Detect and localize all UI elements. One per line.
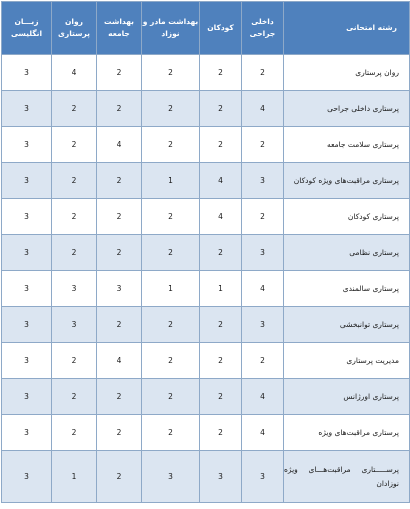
header-maternal: بهداشت مادر و نوزاد — [142, 2, 200, 55]
cell-english: 3 — [2, 235, 52, 271]
cell-psychiatric: 2 — [52, 163, 97, 199]
cell-english: 3 — [2, 307, 52, 343]
table-row — [2, 127, 410, 163]
header-subject: رشته امتحانی — [284, 2, 410, 55]
cell-psychiatric: 2 — [52, 379, 97, 415]
header-surgical: داخلی جراحی — [242, 2, 284, 55]
cell-surgical: 3 — [242, 451, 284, 503]
cell-maternal: 2 — [142, 379, 200, 415]
header-row — [2, 2, 410, 55]
cell-maternal: 1 — [142, 163, 200, 199]
cell-maternal: 2 — [142, 307, 200, 343]
cell-pediatric: 2 — [200, 379, 242, 415]
table-row — [2, 235, 410, 271]
cell-english: 3 — [2, 271, 52, 307]
cell-english: 3 — [2, 379, 52, 415]
cell-pediatric: 2 — [200, 343, 242, 379]
cell-community: 2 — [97, 307, 142, 343]
cell-pediatric: 2 — [200, 307, 242, 343]
cell-maternal: 2 — [142, 127, 200, 163]
cell-english: 3 — [2, 343, 52, 379]
cell-surgical: 4 — [242, 415, 284, 451]
exam-weights-table-container — [1, 1, 410, 503]
cell-surgical: 4 — [242, 379, 284, 415]
cell-subject: پرستاری سالمندی — [284, 271, 410, 307]
cell-subject: پرستاری مراقبت‌های ویژه — [284, 415, 410, 451]
cell-surgical: 3 — [242, 307, 284, 343]
cell-subject: پرستاری کودکان — [284, 199, 410, 235]
cell-psychiatric: 2 — [52, 199, 97, 235]
header-psychiatric: روان پرستاری — [52, 2, 97, 55]
cell-pediatric: 2 — [200, 415, 242, 451]
cell-psychiatric: 2 — [52, 235, 97, 271]
header-pediatric: کودکان — [200, 2, 242, 55]
cell-psychiatric: 2 — [52, 91, 97, 127]
cell-english: 3 — [2, 163, 52, 199]
cell-pediatric: 2 — [200, 91, 242, 127]
cell-surgical: 3 — [242, 235, 284, 271]
cell-maternal: 2 — [142, 343, 200, 379]
cell-subject: پرستاری داخلی جراحی — [284, 91, 410, 127]
cell-surgical: 2 — [242, 127, 284, 163]
cell-subject: مدیریت پرستاری — [284, 343, 410, 379]
cell-maternal: 2 — [142, 55, 200, 91]
cell-community: 4 — [97, 127, 142, 163]
cell-surgical: 4 — [242, 271, 284, 307]
table-row — [2, 451, 410, 503]
cell-community: 2 — [97, 235, 142, 271]
cell-maternal: 2 — [142, 235, 200, 271]
cell-maternal: 2 — [142, 91, 200, 127]
table-row — [2, 379, 410, 415]
cell-psychiatric: 3 — [52, 307, 97, 343]
cell-maternal: 2 — [142, 415, 200, 451]
table-row — [2, 55, 410, 91]
table-row — [2, 415, 410, 451]
cell-pediatric: 4 — [200, 199, 242, 235]
cell-surgical: 2 — [242, 199, 284, 235]
cell-community: 4 — [97, 343, 142, 379]
cell-english: 3 — [2, 55, 52, 91]
header-english: زبـــان انگلیسی — [2, 2, 52, 55]
table-row — [2, 307, 410, 343]
cell-pediatric: 3 — [200, 451, 242, 503]
cell-surgical: 2 — [242, 343, 284, 379]
cell-english: 3 — [2, 415, 52, 451]
cell-subject: پرستاری اورژانس — [284, 379, 410, 415]
cell-english: 3 — [2, 127, 52, 163]
cell-psychiatric: 2 — [52, 127, 97, 163]
table-row — [2, 91, 410, 127]
cell-subject: پرستاری سلامت جامعه — [284, 127, 410, 163]
cell-english: 3 — [2, 91, 52, 127]
cell-surgical: 3 — [242, 163, 284, 199]
cell-community: 2 — [97, 415, 142, 451]
cell-subject: پرستاری نظامی — [284, 235, 410, 271]
cell-community: 2 — [97, 55, 142, 91]
cell-pediatric: 1 — [200, 271, 242, 307]
table-row — [2, 199, 410, 235]
cell-community: 3 — [97, 271, 142, 307]
table-row — [2, 163, 410, 199]
cell-psychiatric: 2 — [52, 343, 97, 379]
exam-weights-table — [1, 1, 410, 503]
cell-community: 2 — [97, 163, 142, 199]
cell-maternal: 3 — [142, 451, 200, 503]
cell-subject: روان پرستاری — [284, 55, 410, 91]
cell-english: 3 — [2, 451, 52, 503]
cell-surgical: 2 — [242, 55, 284, 91]
cell-pediatric: 2 — [200, 127, 242, 163]
cell-pediatric: 4 — [200, 163, 242, 199]
table-row — [2, 271, 410, 307]
cell-community: 2 — [97, 379, 142, 415]
cell-subject: پرستاری مراقبت‌های ویژه کودکان — [284, 163, 410, 199]
cell-psychiatric: 3 — [52, 271, 97, 307]
cell-psychiatric: 4 — [52, 55, 97, 91]
cell-english: 3 — [2, 199, 52, 235]
cell-surgical: 4 — [242, 91, 284, 127]
cell-pediatric: 2 — [200, 235, 242, 271]
cell-maternal: 1 — [142, 271, 200, 307]
cell-psychiatric: 2 — [52, 415, 97, 451]
cell-community: 2 — [97, 451, 142, 503]
cell-community: 2 — [97, 91, 142, 127]
cell-subject: پرســـــتاری مراقبت‌هـــای ویژه نوزادان — [284, 451, 410, 503]
cell-community: 2 — [97, 199, 142, 235]
cell-maternal: 2 — [142, 199, 200, 235]
cell-psychiatric: 1 — [52, 451, 97, 503]
header-community: بهداشت جامعه — [97, 2, 142, 55]
cell-subject: پرستاری توانبخشی — [284, 307, 410, 343]
cell-pediatric: 2 — [200, 55, 242, 91]
table-row — [2, 343, 410, 379]
